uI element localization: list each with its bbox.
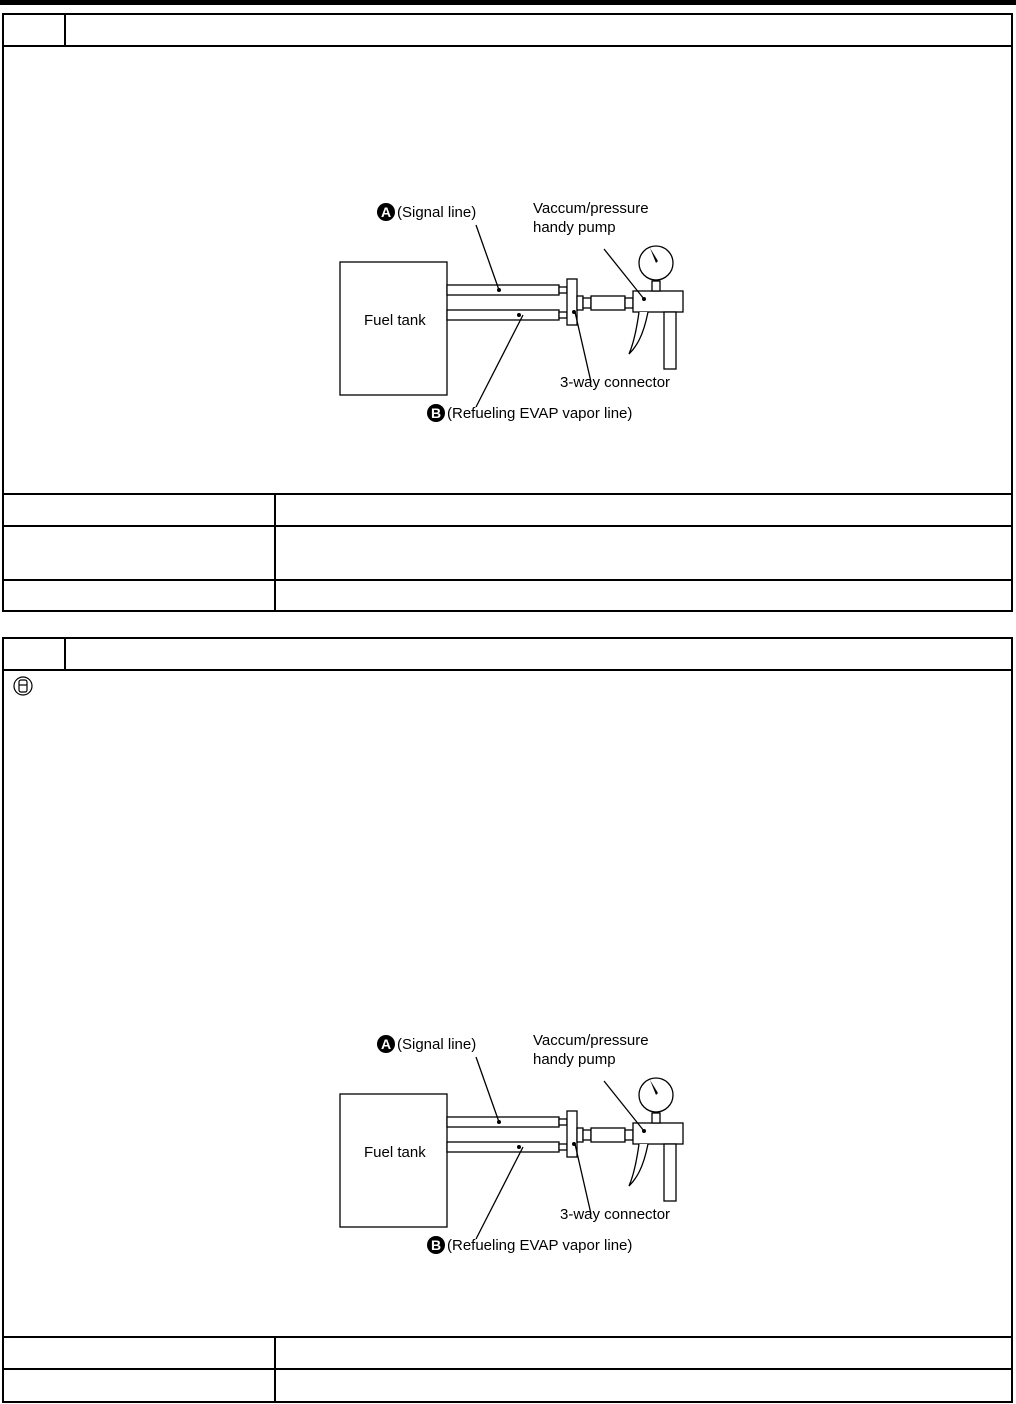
signal-line-tube (447, 1117, 559, 1127)
result-row (4, 1336, 1011, 1368)
pump-hose (591, 1128, 625, 1142)
pump-label-line2: handy pump (533, 219, 616, 236)
pump-trigger (629, 312, 648, 354)
step-number-cell (4, 639, 66, 669)
pump-label-line1: Vaccum/pressure (533, 1032, 649, 1049)
vapor-line-tube (447, 1142, 559, 1152)
pump-label-line2: handy pump (533, 1051, 616, 1068)
result-row (4, 493, 1011, 525)
signal-line-badge-letter: A (380, 204, 392, 220)
result-value (276, 1370, 1011, 1401)
result-label (4, 581, 276, 610)
result-label (4, 527, 276, 579)
fuel-tank-label: Fuel tank (364, 312, 426, 329)
panel-header (4, 15, 1011, 47)
result-table (4, 1336, 1011, 1401)
signal-line-label: (Signal line) (397, 204, 477, 221)
vapor-line-label: (Refueling EVAP vapor line) (447, 405, 633, 422)
pump-handle (664, 312, 676, 369)
result-row (4, 525, 1011, 579)
step-title-cell (66, 639, 1011, 669)
three-way-connector (567, 279, 577, 325)
result-label (4, 495, 276, 525)
pump-handle (664, 1144, 676, 1201)
step-panel-2 (2, 637, 1013, 1403)
pump-trigger (629, 1144, 648, 1186)
result-value (276, 495, 1011, 525)
result-label (4, 1338, 276, 1368)
connector-label: 3-way connector (560, 1206, 671, 1223)
signal-line-label: (Signal line) (397, 1036, 477, 1053)
vapor-line-label: (Refueling EVAP vapor line) (447, 1237, 633, 1254)
top-rule (0, 0, 1016, 5)
result-value (276, 1338, 1011, 1368)
pump-hose (591, 296, 625, 310)
signal-line-tube (447, 285, 559, 295)
vapor-line-badge-letter: B (430, 1237, 442, 1253)
result-value (276, 581, 1011, 610)
result-row (4, 1368, 1011, 1401)
panel-body (4, 671, 1011, 1336)
result-row (4, 579, 1011, 610)
three-way-connector (567, 1111, 577, 1157)
evap-line-diagram (334, 199, 694, 439)
result-label (4, 1370, 276, 1401)
result-value (276, 527, 1011, 579)
step-number-cell (4, 15, 66, 45)
connector-label: 3-way connector (560, 374, 671, 391)
step-panel-1 (2, 13, 1013, 612)
result-table (4, 493, 1011, 610)
fuel-cap-icon (12, 675, 34, 697)
vapor-line-badge-letter: B (430, 405, 442, 421)
panel-body (4, 47, 1011, 493)
step-title-cell (66, 15, 1011, 45)
signal-line-badge-letter: A (380, 1036, 392, 1052)
panel-header (4, 639, 1011, 671)
vapor-line-tube (447, 310, 559, 320)
evap-line-diagram (334, 1031, 694, 1271)
fuel-tank-label: Fuel tank (364, 1144, 426, 1161)
pump-label-line1: Vaccum/pressure (533, 200, 649, 217)
